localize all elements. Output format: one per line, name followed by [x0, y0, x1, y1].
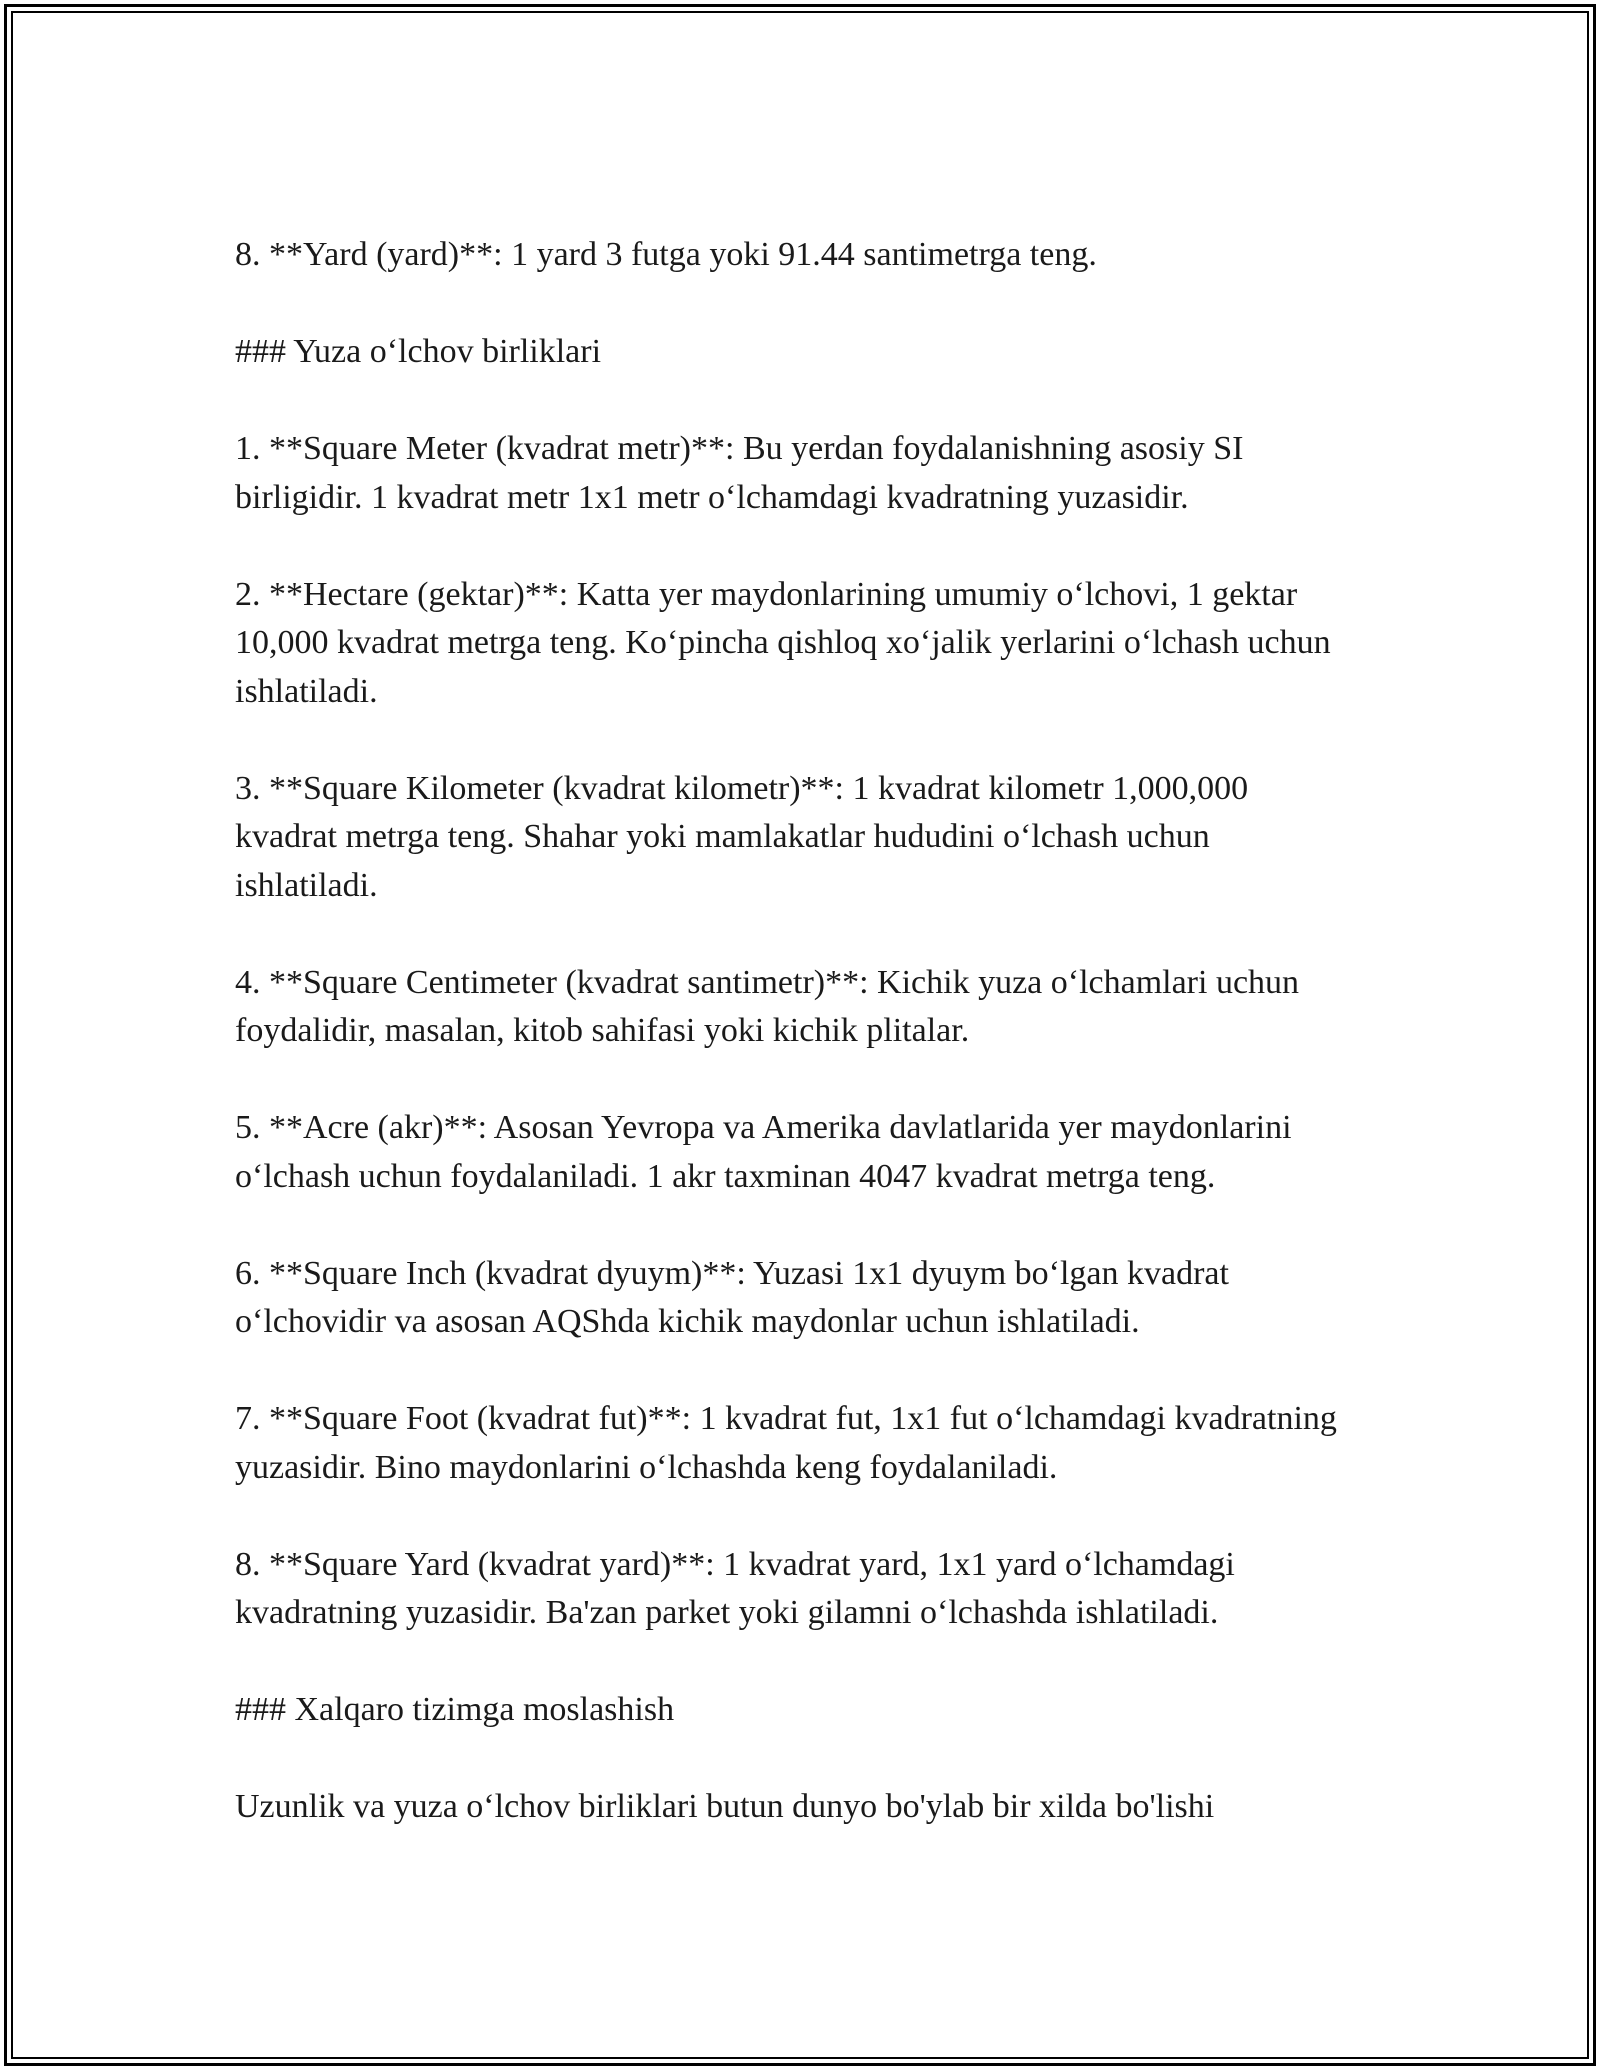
list-item-square-centimeter: 4. **Square Centimeter (kvadrat santimetr)**: Kichik yuza o‘lchamlari uchun foydalidir, masalan, kitob sahifasi yoki kichik plitalar. [235, 963, 1300, 1049]
document-body [235, 231, 1345, 1880]
list-item-square-inch: 6. **Square Inch (kvadrat dyuym)**: Yuzasi 1x1 dyuym bo‘lgan kvadrat o‘lchovidir va asosan AQShda kichik maydonlar uchun ishlatiladi. [235, 1254, 1229, 1340]
list-item-square-foot: 7. **Square Foot (kvadrat fut)**: 1 kvadrat fut, 1x1 fut o‘lchamdagi kvadratning yuzasidir. Bino maydonlarini o‘lchashda keng foydalaniladi. [235, 1400, 1337, 1486]
list-item-acre: 5. **Acre (akr)**: Asosan Yevropa va Amerika davlatlarida yer maydonlarini o‘lchash uchun foydalaniladi. 1 akr taxminan 4047 kvadrat metrga teng. [235, 1109, 1292, 1195]
list-item-yard: 8. **Yard (yard)**: 1 yard 3 futga yoki 91.44 santimetrga teng. [235, 236, 1097, 273]
section-heading-international: ### Xalqaro tizimga moslashish [235, 1691, 675, 1728]
list-item-square-meter: 1. **Square Meter (kvadrat metr)**: Bu yerdan foydalanishning asosiy SI birligidir. 1 kvadrat metr 1x1 metr o‘lchamdagi kvadratning yuzasidir. [235, 430, 1244, 516]
list-item-square-yard: 8. **Square Yard (kvadrat yard)**: 1 kvadrat yard, 1x1 yard o‘lchamdagi kvadratning yuzasidir. Ba'zan parket yoki gilamni o‘lchashda ishlatiladi. [235, 1545, 1235, 1631]
section-heading-area-units: ### Yuza o‘lchov birliklari [235, 333, 602, 370]
closing-paragraph: Uzunlik va yuza o‘lchov birliklari butun dunyo bo'ylab bir xilda bo'lishi [235, 1788, 1215, 1825]
list-item-hectare: 2. **Hectare (gektar)**: Katta yer maydonlarining umumiy o‘lchovi, 1 gektar 10,000 kvadrat metrga teng. Ko‘pincha qishloq xo‘jalik yerlarini o‘lchash uchun ishlatiladi. [235, 575, 1331, 710]
list-item-square-kilometer: 3. **Square Kilometer (kvadrat kilometr)**: 1 kvadrat kilometr 1,000,000 kvadrat metrga teng. Shahar yoki mamlakatlar hududini o‘lchash uchun ishlatiladi. [235, 769, 1249, 904]
